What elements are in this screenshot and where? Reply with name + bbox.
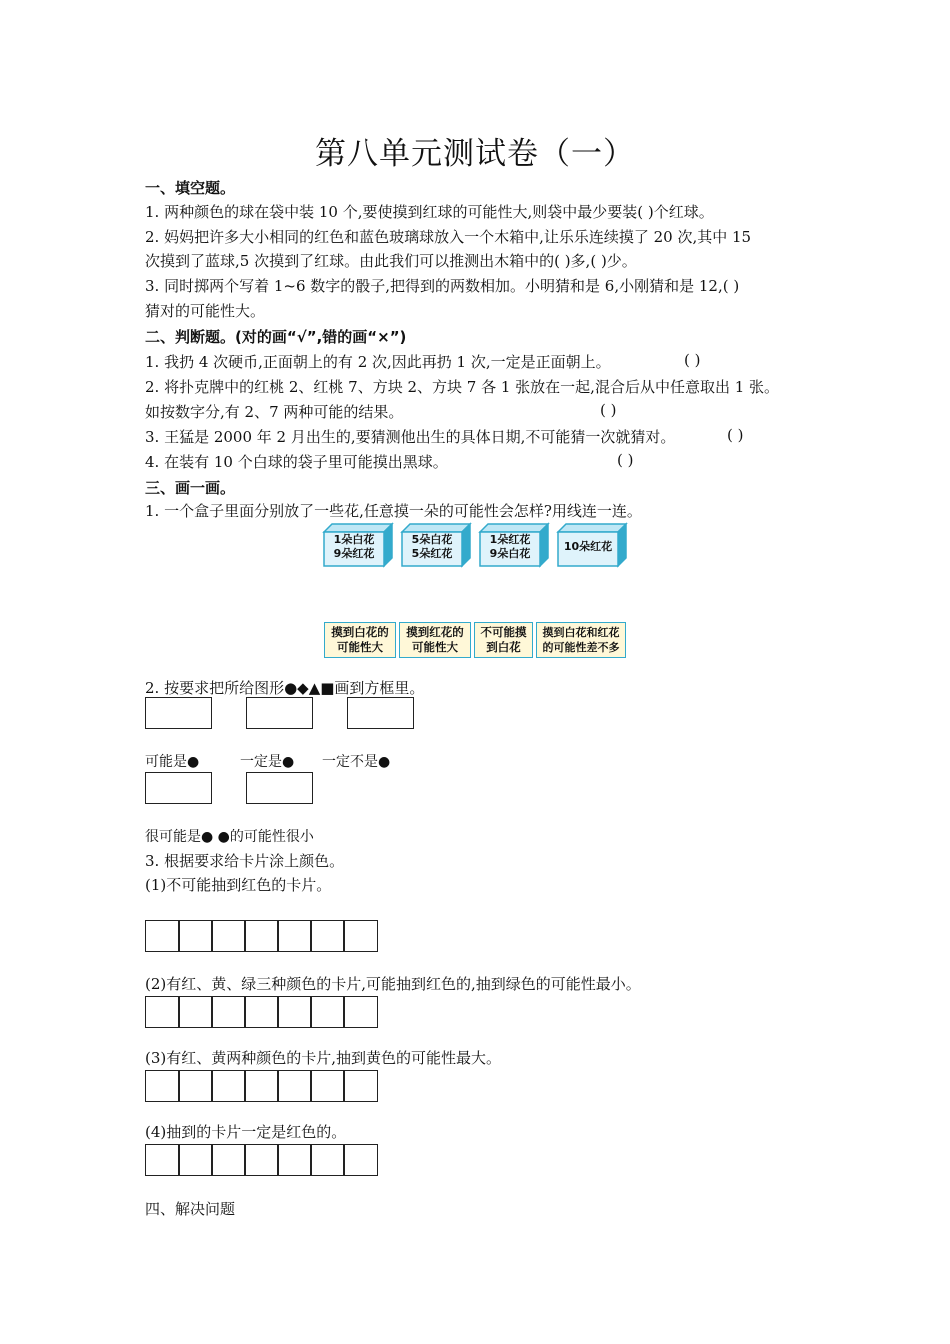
caption-likely: 很可能是● ●的可能性很小 <box>145 829 314 845</box>
card[interactable] <box>277 1144 312 1176</box>
card[interactable] <box>178 996 213 1028</box>
card[interactable] <box>145 1144 180 1176</box>
s3-part-3: (3)有红、黄两种颜色的卡片,抽到黄色的可能性最大。 <box>145 1049 502 1067</box>
s3-part-4: (4)抽到的卡片一定是红色的。 <box>145 1123 347 1141</box>
card[interactable] <box>310 1070 345 1102</box>
card[interactable] <box>178 920 213 952</box>
s2-answer-3[interactable]: ( ) <box>727 426 744 444</box>
card[interactable] <box>211 996 246 1028</box>
s2-question-2b: 如按数字分,有 2、7 两种可能的结果。 <box>145 403 404 421</box>
caption-certain: 一定是● <box>240 754 295 770</box>
s1-question-2a: 2. 妈妈把许多大小相同的红色和蓝色玻璃球放入一个木箱中,让乐乐连续摸了 20 次,其中 15 <box>145 228 752 246</box>
s3-question-2: 2. 按要求把所给图形●◆▲■画到方框里。 <box>145 679 425 697</box>
possibility-label-2[interactable]: 摸到红花的 可能性大 <box>399 622 471 658</box>
card[interactable] <box>145 996 180 1028</box>
flower-box-3-text: 1朵红花 9朵白花 <box>489 533 531 560</box>
s3-question-3: 3. 根据要求给卡片涂上颜色。 <box>145 852 345 870</box>
s2-answer-2[interactable]: ( ) <box>600 401 617 419</box>
card[interactable] <box>145 920 180 952</box>
card[interactable] <box>310 1144 345 1176</box>
flower-box-2[interactable] <box>400 522 472 568</box>
s1-question-3a: 3. 同时掷两个写着 1~6 数字的骰子,把得到的两数相加。小明猜和是 6,小刚猜和是 12,( ) <box>145 277 740 295</box>
card[interactable] <box>244 996 279 1028</box>
card[interactable] <box>244 920 279 952</box>
draw-box-1[interactable] <box>145 697 212 729</box>
card[interactable] <box>343 1070 378 1102</box>
flower-box-4[interactable] <box>556 522 628 568</box>
page-title: 第八单元测试卷（一） <box>315 136 635 172</box>
s1-question-3b: 猜对的可能性大。 <box>145 302 266 320</box>
draw-box-3[interactable] <box>347 697 414 729</box>
flower-box-1[interactable] <box>322 522 394 568</box>
card[interactable] <box>211 920 246 952</box>
card[interactable] <box>343 996 378 1028</box>
s2-answer-1[interactable]: ( ) <box>684 351 701 369</box>
s2-question-3: 3. 王猛是 2000 年 2 月出生的,要猜测他出生的具体日期,不可能猜一次就猜对。 <box>145 428 676 446</box>
caption-possible: 可能是● <box>145 754 200 770</box>
possibility-label-1[interactable]: 摸到白花的 可能性大 <box>324 622 396 658</box>
s2-answer-4[interactable]: ( ) <box>617 451 634 469</box>
s3-part-1: (1)不可能抽到红色的卡片。 <box>145 876 332 894</box>
s1-question-2b: 次摸到了蓝球,5 次摸到了红球。由此我们可以推测出木箱中的( )多,( )少。 <box>145 252 637 270</box>
draw-box-5[interactable] <box>246 772 313 804</box>
card[interactable] <box>211 1070 246 1102</box>
card[interactable] <box>343 920 378 952</box>
card[interactable] <box>277 996 312 1028</box>
flower-box-1-text: 1朵白花 9朵红花 <box>333 533 375 560</box>
s3-part-2: (2)有红、黄、绿三种颜色的卡片,可能抽到红色的,抽到绿色的可能性最小。 <box>145 975 641 993</box>
card[interactable] <box>277 920 312 952</box>
possibility-label-4[interactable]: 摸到白花和红花 的可能性差不多 <box>536 622 626 658</box>
draw-box-2[interactable] <box>246 697 313 729</box>
card[interactable] <box>343 1144 378 1176</box>
s3-question-1: 1. 一个盒子里面分别放了一些花,任意摸一朵的可能性会怎样?用线连一连。 <box>145 502 642 520</box>
flower-box-4-text: 10朵红花 <box>563 540 613 553</box>
section-1-heading: 一、填空题。 <box>145 179 236 197</box>
s1-question-1: 1. 两种颜色的球在袋中装 10 个,要使摸到红球的可能性大,则袋中最少要装( )个红球。 <box>145 203 714 221</box>
card-row-3 <box>145 1070 376 1102</box>
possibility-label-3[interactable]: 不可能摸 到白花 <box>474 622 533 658</box>
flower-box-2-text: 5朵白花 5朵红花 <box>411 533 453 560</box>
card[interactable] <box>178 1070 213 1102</box>
card[interactable] <box>310 996 345 1028</box>
card[interactable] <box>244 1144 279 1176</box>
card[interactable] <box>277 1070 312 1102</box>
section-4-heading: 四、解决问题 <box>145 1200 236 1218</box>
card[interactable] <box>310 920 345 952</box>
card[interactable] <box>178 1144 213 1176</box>
s2-question-2a: 2. 将扑克牌中的红桃 2、红桃 7、方块 2、方块 7 各 1 张放在一起,混合后从中任意取出 1 张。 <box>145 378 780 396</box>
section-3-heading: 三、画一画。 <box>145 479 236 497</box>
card[interactable] <box>145 1070 180 1102</box>
s2-question-1: 1. 我扔 4 次硬币,正面朝上的有 2 次,因此再扔 1 次,一定是正面朝上。 <box>145 353 611 371</box>
section-2-heading: 二、判断题。(对的画“√”,错的画“×”) <box>145 328 407 346</box>
caption-impossible: 一定不是● <box>322 754 391 770</box>
card-row-1 <box>145 920 376 952</box>
draw-box-4[interactable] <box>145 772 212 804</box>
card[interactable] <box>244 1070 279 1102</box>
card[interactable] <box>211 1144 246 1176</box>
flower-box-3[interactable] <box>478 522 550 568</box>
card-row-4 <box>145 1144 376 1176</box>
card-row-2 <box>145 996 376 1028</box>
s2-question-4: 4. 在装有 10 个白球的袋子里可能摸出黑球。 <box>145 453 448 471</box>
